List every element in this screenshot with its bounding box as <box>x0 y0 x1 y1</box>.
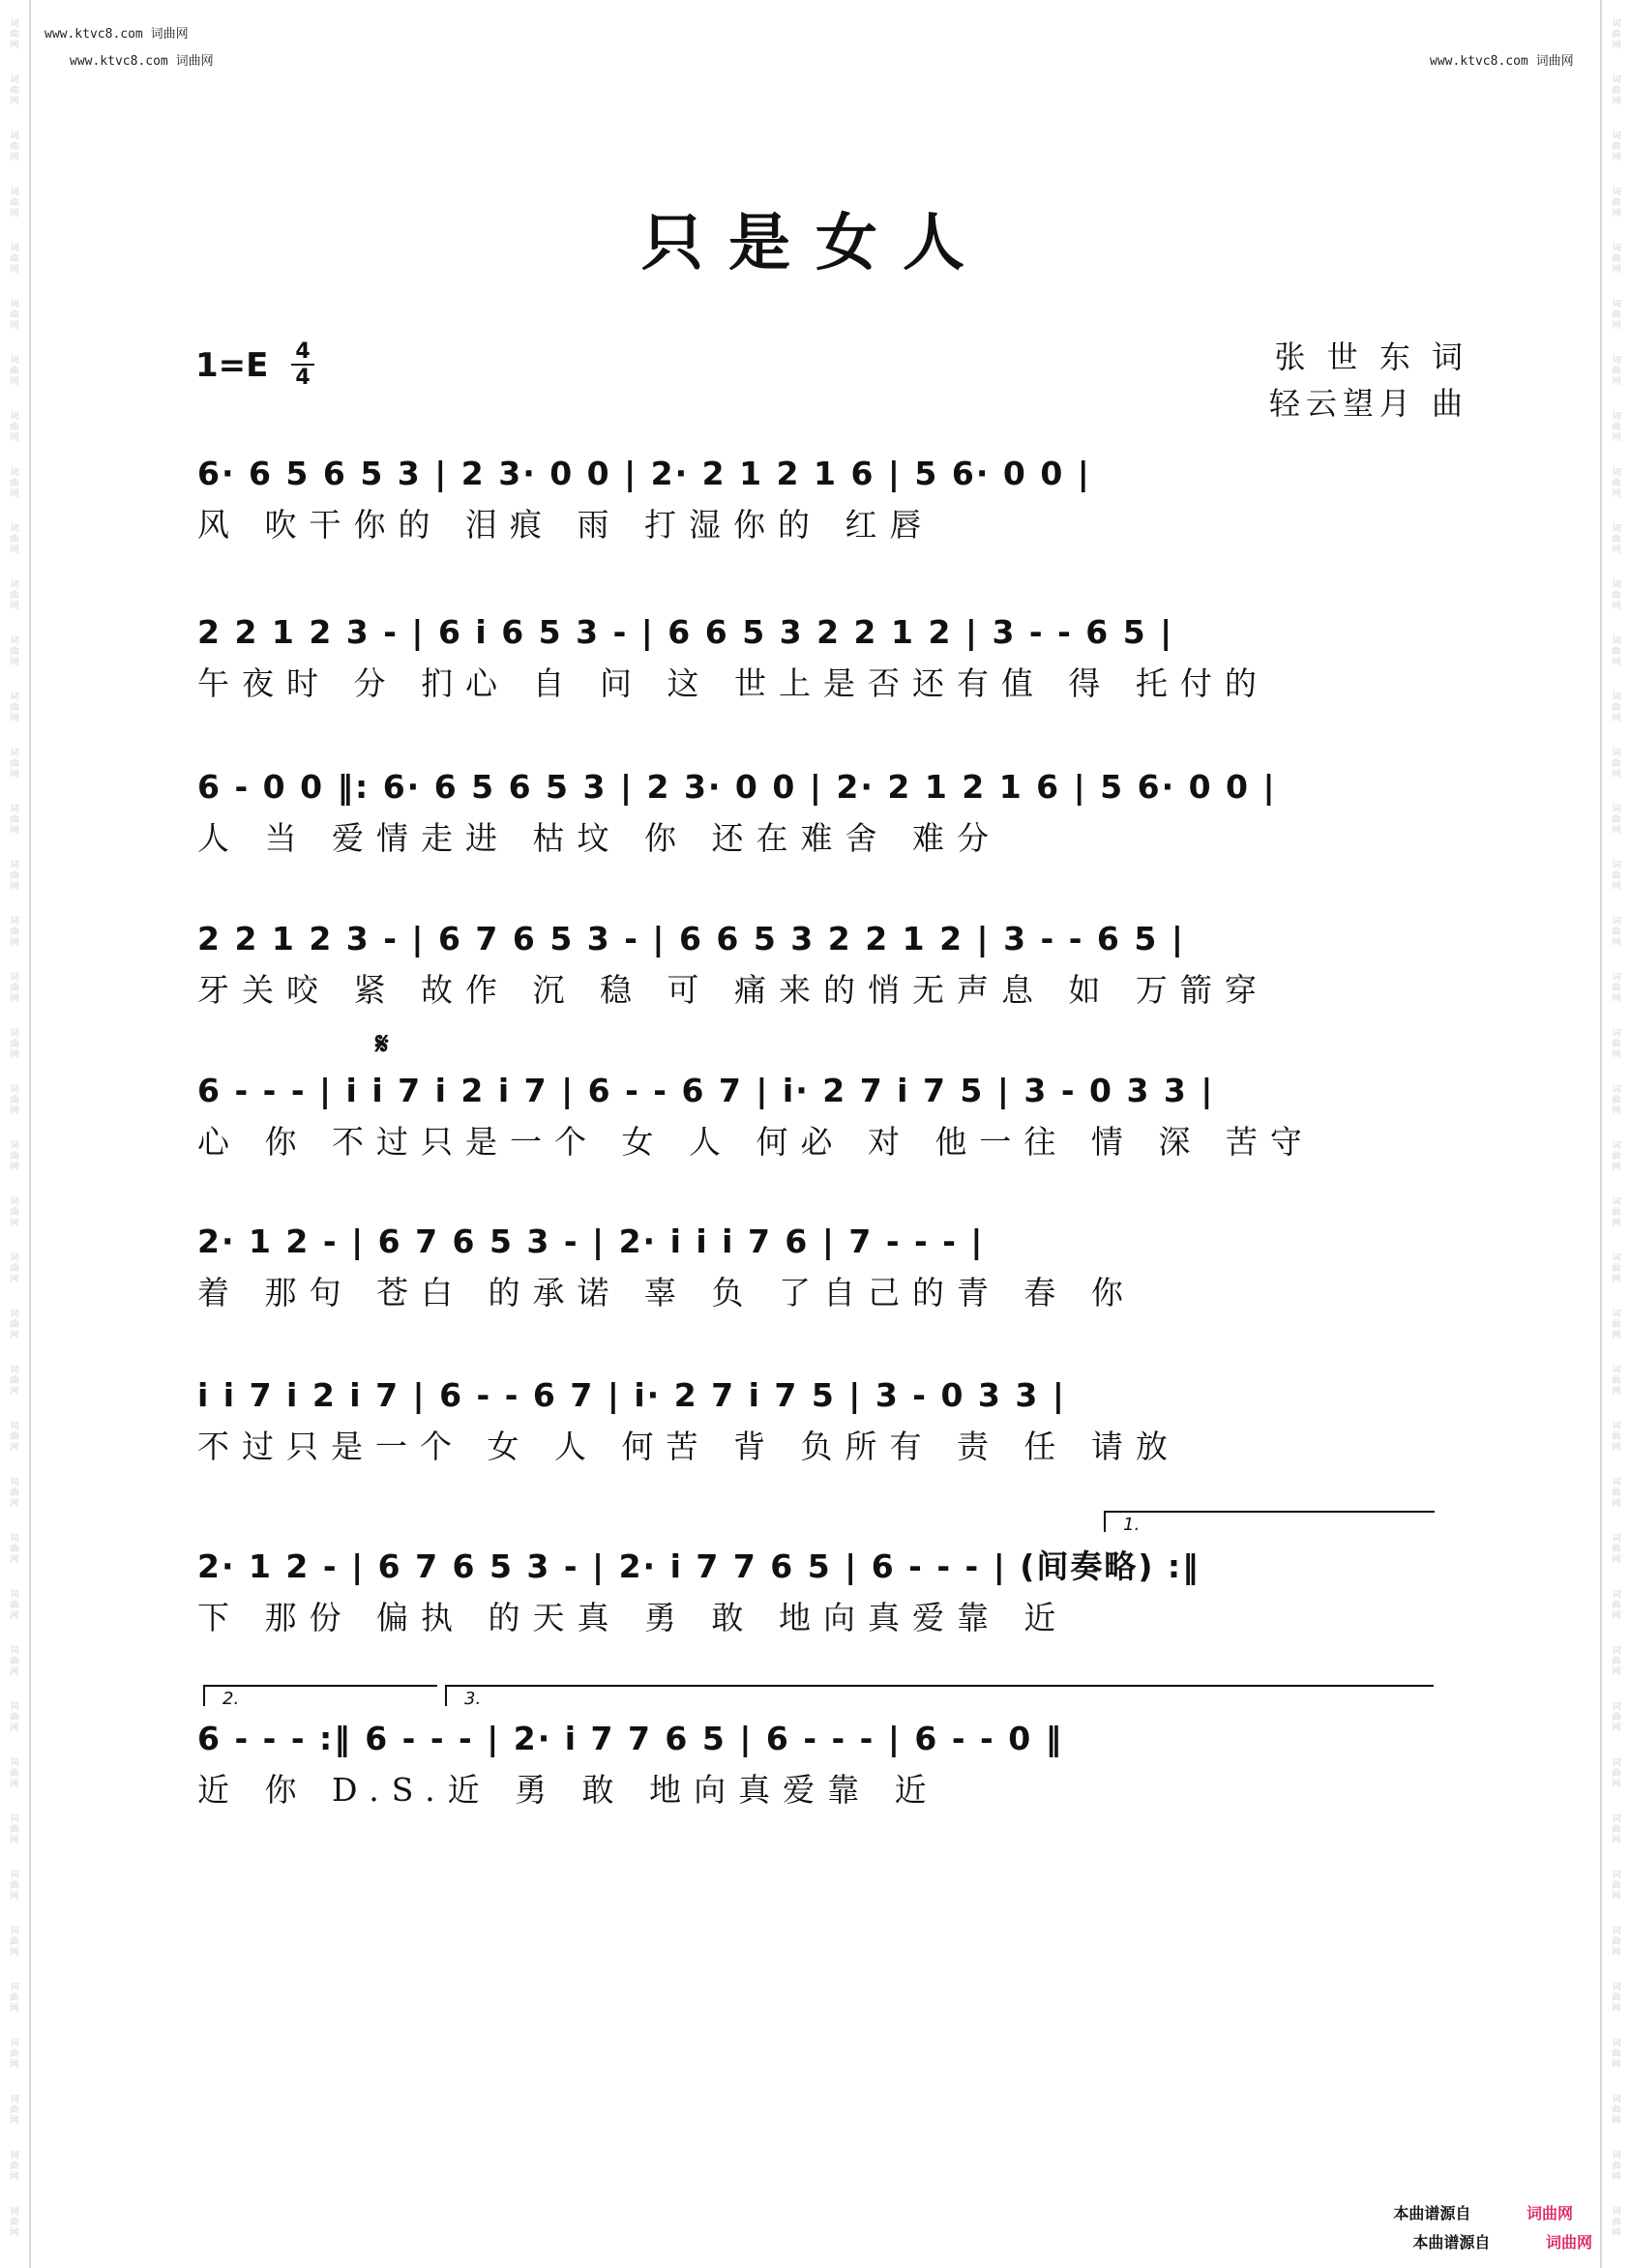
score-row <box>197 760 1445 867</box>
score-row <box>197 1540 1445 1646</box>
key-signature: 1=E <box>195 346 269 385</box>
side-watermark-text: 词曲网 <box>10 1870 19 1901</box>
notation-line: i i 7 i 2 i 7 | 6 - - 6 7 | i· 2 7 i 7 5 | 3 - 0 3 3 | <box>197 1376 1066 1414</box>
side-watermark-text: 词曲网 <box>1612 19 1621 50</box>
side-watermark-text: 词曲网 <box>1612 524 1621 555</box>
side-watermark-text: 词曲网 <box>1612 2151 1621 2182</box>
watermark-top-left-1: www.ktvc8.com 词曲网 <box>44 27 189 42</box>
side-watermark-text: 词曲网 <box>1612 580 1621 611</box>
side-watermark-text: 词曲网 <box>10 2207 19 2238</box>
lyric-line: 心 你 不过只是一个 女 人 何必 对 他一往 情 深 苦守 <box>197 1123 1315 1161</box>
side-watermark-text: 词曲网 <box>1612 188 1621 219</box>
side-watermark-text: 词曲网 <box>1612 244 1621 275</box>
side-watermark-text: 词曲网 <box>1612 1310 1621 1340</box>
lyric-line: 不过只是一个 女 人 何苦 背 负所有 责 任 请放 <box>197 1428 1180 1465</box>
side-watermark-text: 词曲网 <box>1612 132 1621 162</box>
side-watermark-text: 词曲网 <box>10 861 19 892</box>
side-watermark-text: 词曲网 <box>1612 1085 1621 1116</box>
time-signature <box>291 340 314 389</box>
left-watermark-strip <box>0 0 31 2268</box>
side-watermark-text: 词曲网 <box>10 2095 19 2126</box>
volta-label-2: 2. <box>222 1689 240 1709</box>
side-watermark-text: 词曲网 <box>1612 1422 1621 1453</box>
side-watermark-text: 词曲网 <box>10 973 19 1004</box>
side-watermark-text: 词曲网 <box>1612 2095 1621 2126</box>
side-watermark-text: 词曲网 <box>1612 75 1621 106</box>
side-watermark-text: 词曲网 <box>10 1534 19 1565</box>
lyric-line: 着 那句 苍白 的承诺 辜 负 了自己的青 春 你 <box>197 1274 1136 1311</box>
volta-bracket-3 <box>445 1685 1434 1709</box>
watermark-top-left-2: www.ktvc8.com 词曲网 <box>70 54 214 69</box>
side-watermark-text: 词曲网 <box>1612 1197 1621 1228</box>
side-watermark-text: 词曲网 <box>10 580 19 611</box>
volta-label-3: 3. <box>464 1689 482 1709</box>
side-watermark-text: 词曲网 <box>1612 1983 1621 2014</box>
notation-line: 6 - - - | i i 7 i 2 i 7 | 6 - - 6 7 | i· 2 7 i 7 5 | 3 - 0 3 3 | <box>197 1072 1215 1109</box>
side-watermark-text: 词曲网 <box>1612 1590 1621 1621</box>
side-watermark-text: 词曲网 <box>1612 1366 1621 1397</box>
side-watermark-text: 词曲网 <box>10 1590 19 1621</box>
time-signature-top: 4 <box>295 339 311 364</box>
side-watermark-text: 词曲网 <box>10 636 19 667</box>
volta-label-1: 1. <box>1123 1515 1141 1535</box>
side-watermark-text: 词曲网 <box>10 1310 19 1340</box>
notation-line: 6 - - - :‖ 6 - - - | 2· i 7 7 6 5 | 6 - - - | 6 - - 0 ‖ <box>197 1720 1064 1757</box>
notation-line: 6 - 0 0 ‖: 6· 6 5 6 5 3 | 2 3· 0 0 | 2· 2 1 2 1 6 | 5 6· 0 0 | <box>197 768 1277 806</box>
volta-bracket-2 <box>203 1685 437 1709</box>
composer: 轻云望月 曲 <box>1268 385 1468 422</box>
side-watermark-text: 词曲网 <box>10 356 19 387</box>
side-watermark-text: 词曲网 <box>10 468 19 499</box>
side-watermark-text: 词曲网 <box>10 2039 19 2070</box>
side-watermark-text: 词曲网 <box>1612 468 1621 499</box>
score-row <box>197 1215 1445 1321</box>
side-watermark-text: 词曲网 <box>1612 1534 1621 1565</box>
side-watermark-text: 词曲网 <box>10 412 19 443</box>
lyric-line: 牙关咬 紧 故作 沉 稳 可 痛来的悄无声息 如 万箭穿 <box>197 971 1269 1009</box>
score-row <box>197 912 1445 1018</box>
side-watermark-text: 词曲网 <box>10 2151 19 2182</box>
side-watermark-text: 词曲网 <box>1612 805 1621 836</box>
lyric-line: 近 你 D.S.近 勇 敢 地向真爱靠 近 <box>197 1771 939 1809</box>
side-watermark-text: 词曲网 <box>10 1422 19 1453</box>
side-watermark-text: 词曲网 <box>10 1927 19 1958</box>
side-watermark-text: 词曲网 <box>1612 300 1621 331</box>
side-watermark-text: 词曲网 <box>1612 1814 1621 1845</box>
notation-line: 2· 1 2 - | 6 7 6 5 3 - | 2· i 7 7 6 5 | 6 - - - | (间奏略) :‖ <box>197 1547 1201 1585</box>
side-watermark-text: 词曲网 <box>10 1814 19 1845</box>
footer-brand-2[interactable]: 词曲网 <box>1545 2233 1592 2252</box>
notation-line: 2 2 1 2 3 - | 6 i 6 5 3 - | 6 6 5 3 2 2 1 2 | 3 - - 6 5 | <box>197 613 1174 651</box>
side-watermark-text: 词曲网 <box>10 1366 19 1397</box>
score-row <box>197 1369 1445 1475</box>
side-watermark-text: 词曲网 <box>1612 861 1621 892</box>
score-row <box>197 447 1445 553</box>
side-watermark-text: 词曲网 <box>10 1253 19 1284</box>
notation-line: 2 2 1 2 3 - | 6 7 6 5 3 - | 6 6 5 3 2 2 1 2 | 3 - - 6 5 | <box>197 920 1185 957</box>
side-watermark-text: 词曲网 <box>1612 1870 1621 1901</box>
credits <box>1269 334 1468 427</box>
side-watermark-text: 词曲网 <box>1612 1478 1621 1509</box>
side-watermark-text: 词曲网 <box>10 1702 19 1733</box>
side-watermark-text: 词曲网 <box>10 1197 19 1228</box>
score-row <box>197 1712 1445 1818</box>
side-watermark-text: 词曲网 <box>1612 2207 1621 2238</box>
lyric-line: 人 当 爱情走进 枯坟 你 还在难舍 难分 <box>197 819 1001 857</box>
side-watermark-text: 词曲网 <box>1612 692 1621 723</box>
side-watermark-text: 词曲网 <box>10 692 19 723</box>
footer-brand-1[interactable]: 词曲网 <box>1526 2204 1573 2223</box>
side-watermark-text: 词曲网 <box>10 1085 19 1116</box>
side-watermark-text: 词曲网 <box>1612 1702 1621 1733</box>
watermark-top-right: www.ktvc8.com 词曲网 <box>1430 54 1574 69</box>
side-watermark-text: 词曲网 <box>10 1141 19 1172</box>
song-title: 只是女人 <box>641 207 990 280</box>
side-watermark-text: 词曲网 <box>10 1029 19 1060</box>
notation-line: 2· 1 2 - | 6 7 6 5 3 - | 2· i i i 7 6 | 7 - - - | <box>197 1222 985 1260</box>
side-watermark-text: 词曲网 <box>1612 749 1621 780</box>
side-watermark-text: 词曲网 <box>1612 1253 1621 1284</box>
side-watermark-text: 词曲网 <box>10 75 19 106</box>
side-watermark-text: 词曲网 <box>10 1983 19 2014</box>
side-watermark-text: 词曲网 <box>1612 973 1621 1004</box>
side-watermark-text: 词曲网 <box>1612 356 1621 387</box>
side-watermark-text: 词曲网 <box>10 749 19 780</box>
side-watermark-text: 词曲网 <box>1612 2039 1621 2070</box>
footer-source-1 <box>1393 2201 1573 2224</box>
side-watermark-text: 词曲网 <box>1612 1646 1621 1677</box>
notation-line: 6· 6 5 6 5 3 | 2 3· 0 0 | 2· 2 1 2 1 6 | 5 6· 0 0 | <box>197 455 1091 492</box>
footer-label-2: 本曲谱源自 <box>1412 2233 1491 2252</box>
side-watermark-text: 词曲网 <box>10 132 19 162</box>
side-watermark-text: 词曲网 <box>10 19 19 50</box>
side-watermark-text: 词曲网 <box>1612 1758 1621 1789</box>
side-watermark-text: 词曲网 <box>10 805 19 836</box>
lyric-line: 午夜时 分 扪心 自 问 这 世上是否还有值 得 托付的 <box>197 664 1269 702</box>
footer-source-2 <box>1412 2230 1592 2253</box>
score-row <box>197 605 1445 712</box>
footer-label-1: 本曲谱源自 <box>1393 2204 1471 2223</box>
side-watermark-text: 词曲网 <box>1612 1141 1621 1172</box>
side-watermark-text: 词曲网 <box>1612 1927 1621 1958</box>
segno-sign: 𝄋 <box>375 1025 389 1062</box>
side-watermark-text: 词曲网 <box>10 1646 19 1677</box>
lyric-line: 风 吹干你的 泪痕 雨 打湿你的 红唇 <box>197 506 934 544</box>
side-watermark-text: 词曲网 <box>1612 636 1621 667</box>
side-watermark-text: 词曲网 <box>10 1758 19 1789</box>
side-watermark-text: 词曲网 <box>10 1478 19 1509</box>
side-watermark-text: 词曲网 <box>10 244 19 275</box>
side-watermark-text: 词曲网 <box>10 917 19 948</box>
side-watermark-text: 词曲网 <box>1612 917 1621 948</box>
score-row <box>197 1064 1445 1170</box>
side-watermark-text: 词曲网 <box>1612 412 1621 443</box>
right-watermark-strip <box>1600 0 1631 2268</box>
side-watermark-text: 词曲网 <box>1612 1029 1621 1060</box>
time-signature-bottom: 4 <box>295 366 311 390</box>
side-watermark-text: 词曲网 <box>10 188 19 219</box>
side-watermark-text: 词曲网 <box>10 300 19 331</box>
lyric-line: 下 那份 偏执 的天真 勇 敢 地向真爱靠 近 <box>197 1599 1069 1636</box>
side-watermark-text: 词曲网 <box>10 524 19 555</box>
volta-bracket-1 <box>1104 1511 1435 1535</box>
lyricist: 张 世 东 词 <box>1274 339 1468 375</box>
